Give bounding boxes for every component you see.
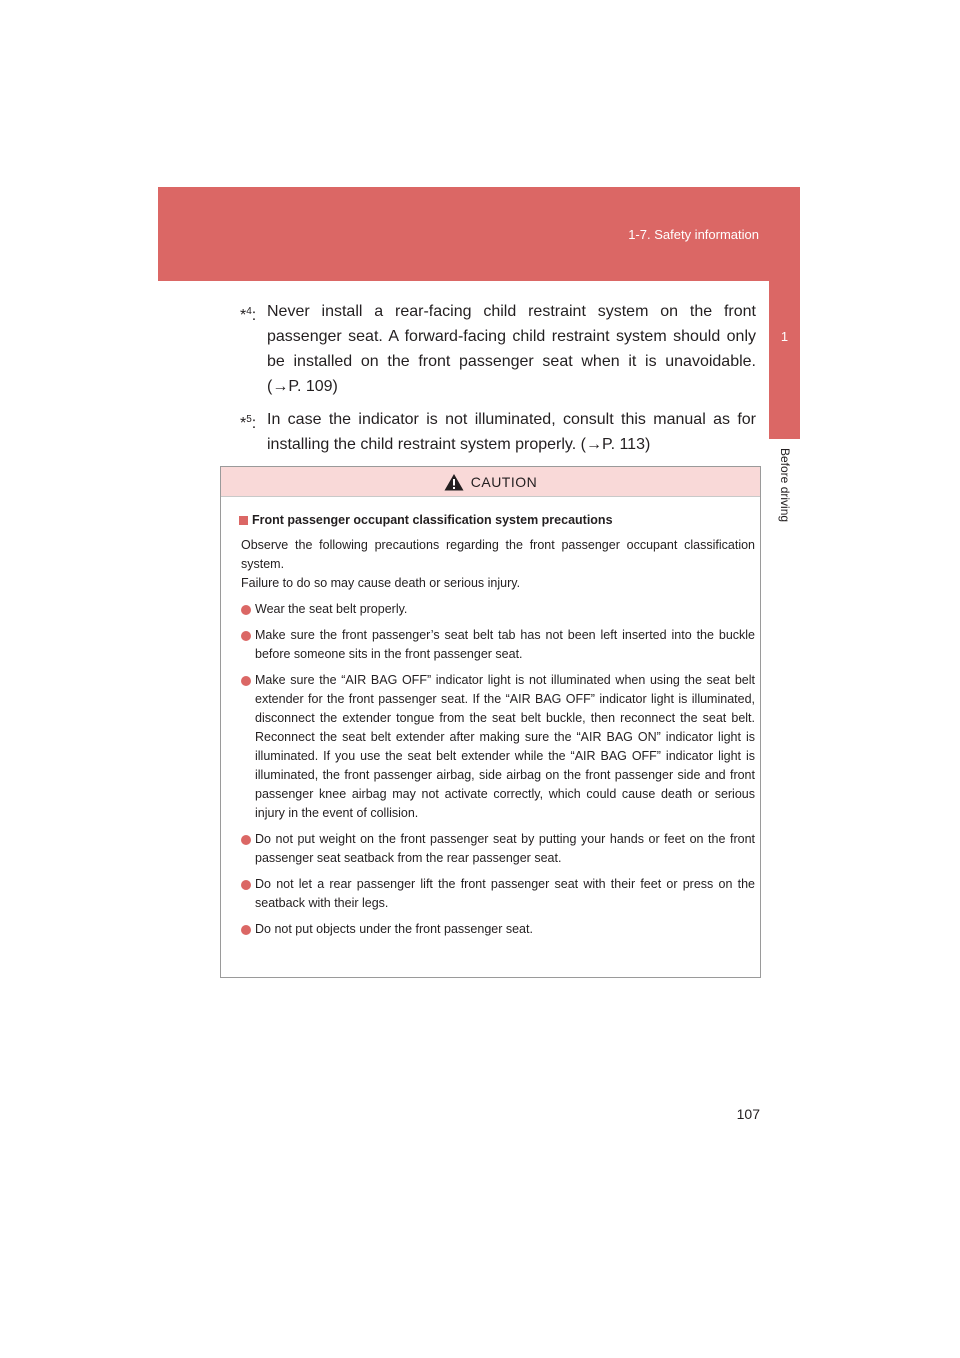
list-item [239,626,755,664]
list-item-text: Wear the seat belt properly. [255,602,408,616]
caution-list [239,600,755,939]
bullet-dot-icon [241,925,251,935]
footnote [240,299,756,399]
chapter-tab [769,281,800,439]
list-item [239,920,755,939]
footnote-marker: *$^5$: [240,414,257,432]
page-reference: (→P. 109) [267,378,338,395]
list-item-text: Make sure the front passenger’s seat belt tab has not been left inserted into the buckle before someone sits in the front passenger seat. [255,628,755,661]
bullet-dot-icon [241,880,251,890]
footnote-text: Never install a rear-facing child restraint system on the front passenger seat. A forward-facing child restraint system should only be installed on the front passenger seat when it is unavoidable. (→P. 109) [267,303,756,395]
bullet-dot-icon [241,631,251,641]
list-item [239,600,755,619]
footnote [240,407,756,457]
section-heading-text: Front passenger occupant classification system precautions [252,513,613,527]
chapter-number: 1 [780,329,789,344]
section-title: 1-7. Safety information [628,227,759,242]
page-number: 107 [736,1106,760,1122]
list-item-text: Do not let a rear passenger lift the front passenger seat with their feet or press on the seatback with their legs. [255,877,755,910]
intro-text: Observe the following precautions regarding the front passenger occupant classification system. [241,538,755,571]
list-item-text: Make sure the “AIR BAG OFF” indicator light is not illuminated when using the seat belt extender for the front passenger seat. If the “AIR BAG OFF” indicator light is illuminated, disconnect the extender tongue from the seat belt buckle, then reconnect the seat belt. Reconnect the seat belt extender after making sure the “AIR BAG ON” indicator light is illuminated. If you use the seat belt extender while the “AIR BAG OFF” indicator light is illuminated, the front passenger airbag, side airbag on the front passenger side and front passenger knee airbag may not activate correctly, which could cause death or serious injury in the event of collision. [255,673,755,820]
footnote-marker: *$^4$: [240,306,257,324]
caution-title: CAUTION [470,473,538,490]
bullet-dot-icon [241,835,251,845]
bullet-dot-icon [241,605,251,615]
page-reference: (→P. 113) [580,436,651,453]
list-item-text: Do not put objects under the front passenger seat. [255,922,533,936]
chapter-label: Before driving [778,448,792,523]
intro-warning-text: Failure to do so may cause death or serious injury. [241,576,521,590]
list-item [239,830,755,868]
list-item [239,671,755,823]
caution-header [221,467,760,497]
warning-triangle-icon [444,473,464,491]
section-header-band [158,187,800,281]
caution-box [220,466,761,978]
list-item-text: Do not put weight on the front passenger seat by putting your hands or feet on the front passenger seat seatback from the rear passenger seat. [255,832,755,865]
caution-intro [239,536,755,593]
caution-section-heading [239,511,755,530]
footnotes [240,299,756,465]
footnote-text: In case the indicator is not illuminated, consult this manual as for installing the child restraint system properly. (→P. 113) [267,411,756,453]
caution-body [221,497,760,939]
square-bullet-icon [239,516,248,525]
bullet-dot-icon [241,676,251,686]
list-item [239,875,755,913]
